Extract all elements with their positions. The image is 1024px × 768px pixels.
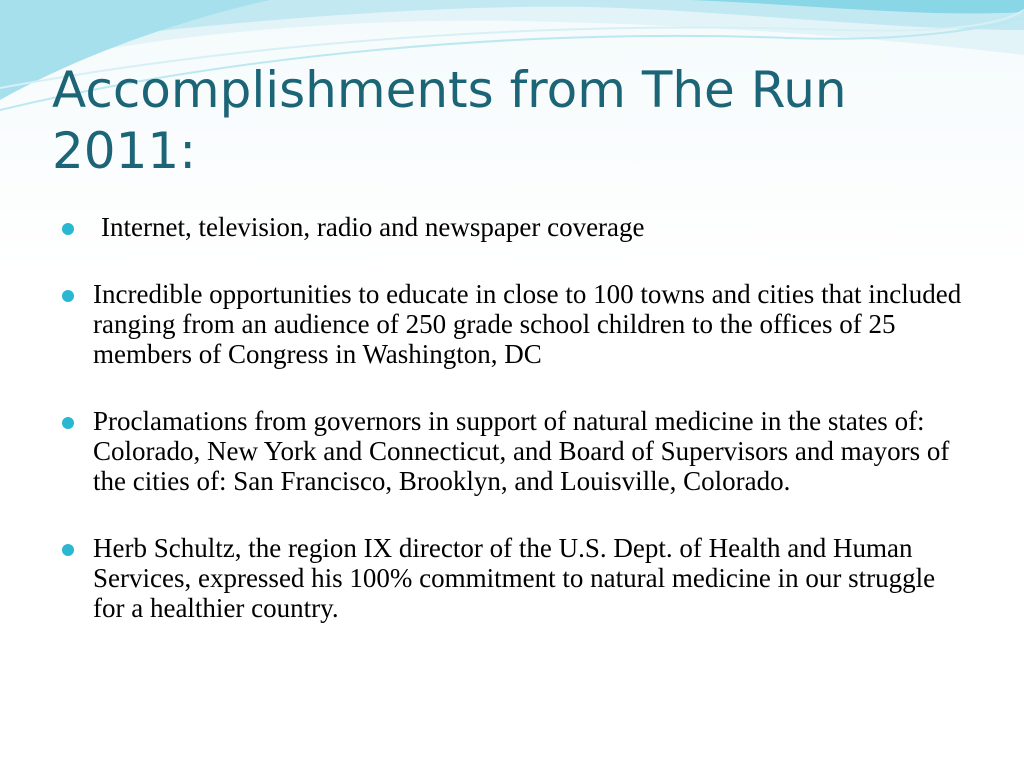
bullet-text: Proclamations from governors in support of natural medicine in the states of: Colorado, New York and Connecticut, and Board of Supervisors and mayors of the cities of: San Francisco, Brooklyn, and Louisville, Colorado. [93, 406, 950, 496]
bullet-item-education [62, 279, 972, 369]
bullet-item-media-coverage [62, 212, 972, 242]
bullet-dot-icon [62, 417, 74, 429]
bullet-text: Incredible opportunities to educate in close to 100 towns and cities that included ranging from an audience of 250 grade school children to the offices of 25 members of Congress in Washington, DC [93, 279, 962, 369]
bullet-list [62, 212, 972, 660]
slide-title: Accomplishments from The Run 2011: [52, 61, 847, 180]
bullet-dot-icon [62, 544, 74, 556]
bullet-text: Herb Schultz, the region IX director of the U.S. Dept. of Health and Human Services, expressed his 100% commitment to natural medicine in our struggle for a healthier country. [93, 533, 936, 623]
bullet-dot-icon [62, 290, 74, 302]
bullet-item-hhs-commitment [62, 533, 972, 623]
bullet-dot-icon [62, 223, 74, 235]
bullet-text: Internet, television, radio and newspaper coverage [101, 212, 645, 242]
bullet-item-proclamations [62, 406, 972, 496]
